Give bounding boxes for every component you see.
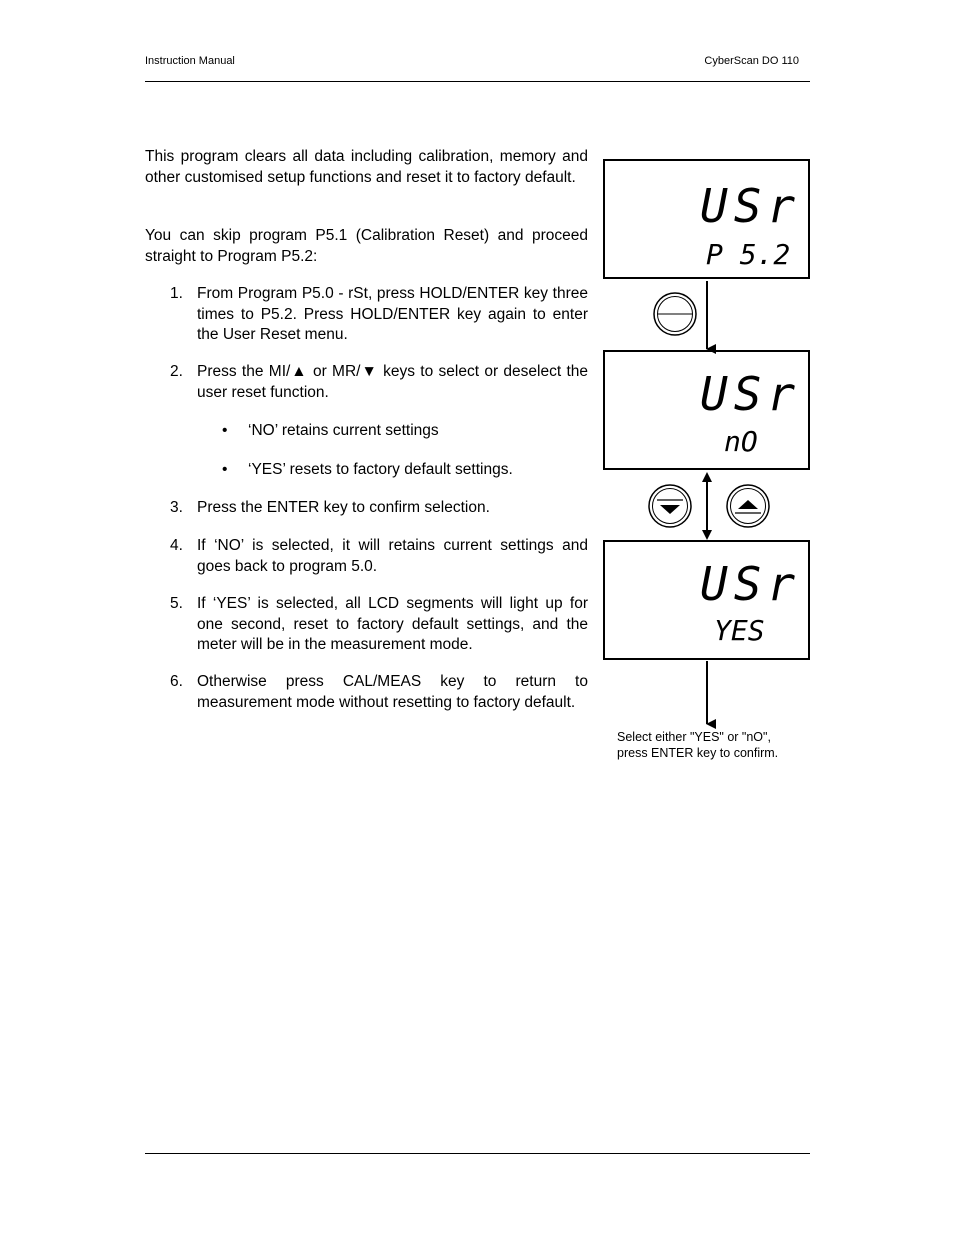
footer-rule	[145, 1153, 810, 1154]
diagram-caption	[617, 730, 778, 761]
bullet-symbol: •	[222, 422, 228, 439]
step-text: Press the MI/▲ or MR/▼ keys to select or deselect the user reset function.	[197, 363, 588, 401]
lcd-top-text: USr	[700, 557, 802, 611]
enter-key-icon	[654, 293, 696, 335]
lcd-top-text: USr	[700, 367, 802, 421]
step-text: From Program P5.0 - rSt, press HOLD/ENTER key three times to P5.2. Press HOLD/ENTER key again to enter the User Reset menu.	[197, 285, 588, 343]
step-number: 6.	[170, 673, 183, 690]
header-right: CyberScan DO 110	[704, 55, 799, 67]
lcd-top-text: USr	[700, 179, 802, 233]
step-number: 4.	[170, 537, 183, 554]
step-number: 5.	[170, 595, 183, 612]
step-text: If ‘YES’ is selected, all LCD segments will light up for one second, reset to factory default settings, and the meter will be in the measurement mode.	[197, 595, 588, 653]
step-text: Otherwise press CAL/MEAS key to return to measurement mode without resetting to factory default.	[197, 673, 588, 711]
down-key-icon	[649, 485, 691, 527]
caption-line-1: Select either "YES" or "nO",	[617, 730, 771, 744]
arrow-head-down	[702, 530, 712, 540]
bullet-text: ‘YES’ resets to factory default settings.	[248, 461, 513, 478]
bullet-text: ‘NO’ retains current settings	[248, 422, 439, 439]
caption-line-2: press ENTER key to confirm.	[617, 745, 779, 760]
header-left: Instruction Manual	[145, 55, 235, 67]
up-key-icon	[727, 485, 769, 527]
lcd-bottom-text: YES	[714, 614, 765, 647]
lcd-bottom-text: nO	[724, 425, 758, 458]
arrow-head-up	[702, 472, 712, 482]
intro-text-2: You can skip program P5.1 (Calibration Reset) and proceed straight to Program P5.2:	[145, 227, 588, 265]
lcd-bottom-text: P 5.2	[706, 238, 791, 271]
step-text: Press the ENTER key to confirm selection.	[197, 499, 490, 516]
step-number: 3.	[170, 499, 183, 516]
bullet-symbol: •	[222, 461, 228, 478]
step-number: 1.	[170, 285, 183, 302]
step-text: If ‘NO’ is selected, it will retains current settings and goes back to program 5.0.	[197, 537, 588, 575]
intro-text-1: This program clears all data including calibration, memory and other customised setup functions and reset it to factory default.	[145, 148, 588, 186]
step-number: 2.	[170, 363, 183, 380]
